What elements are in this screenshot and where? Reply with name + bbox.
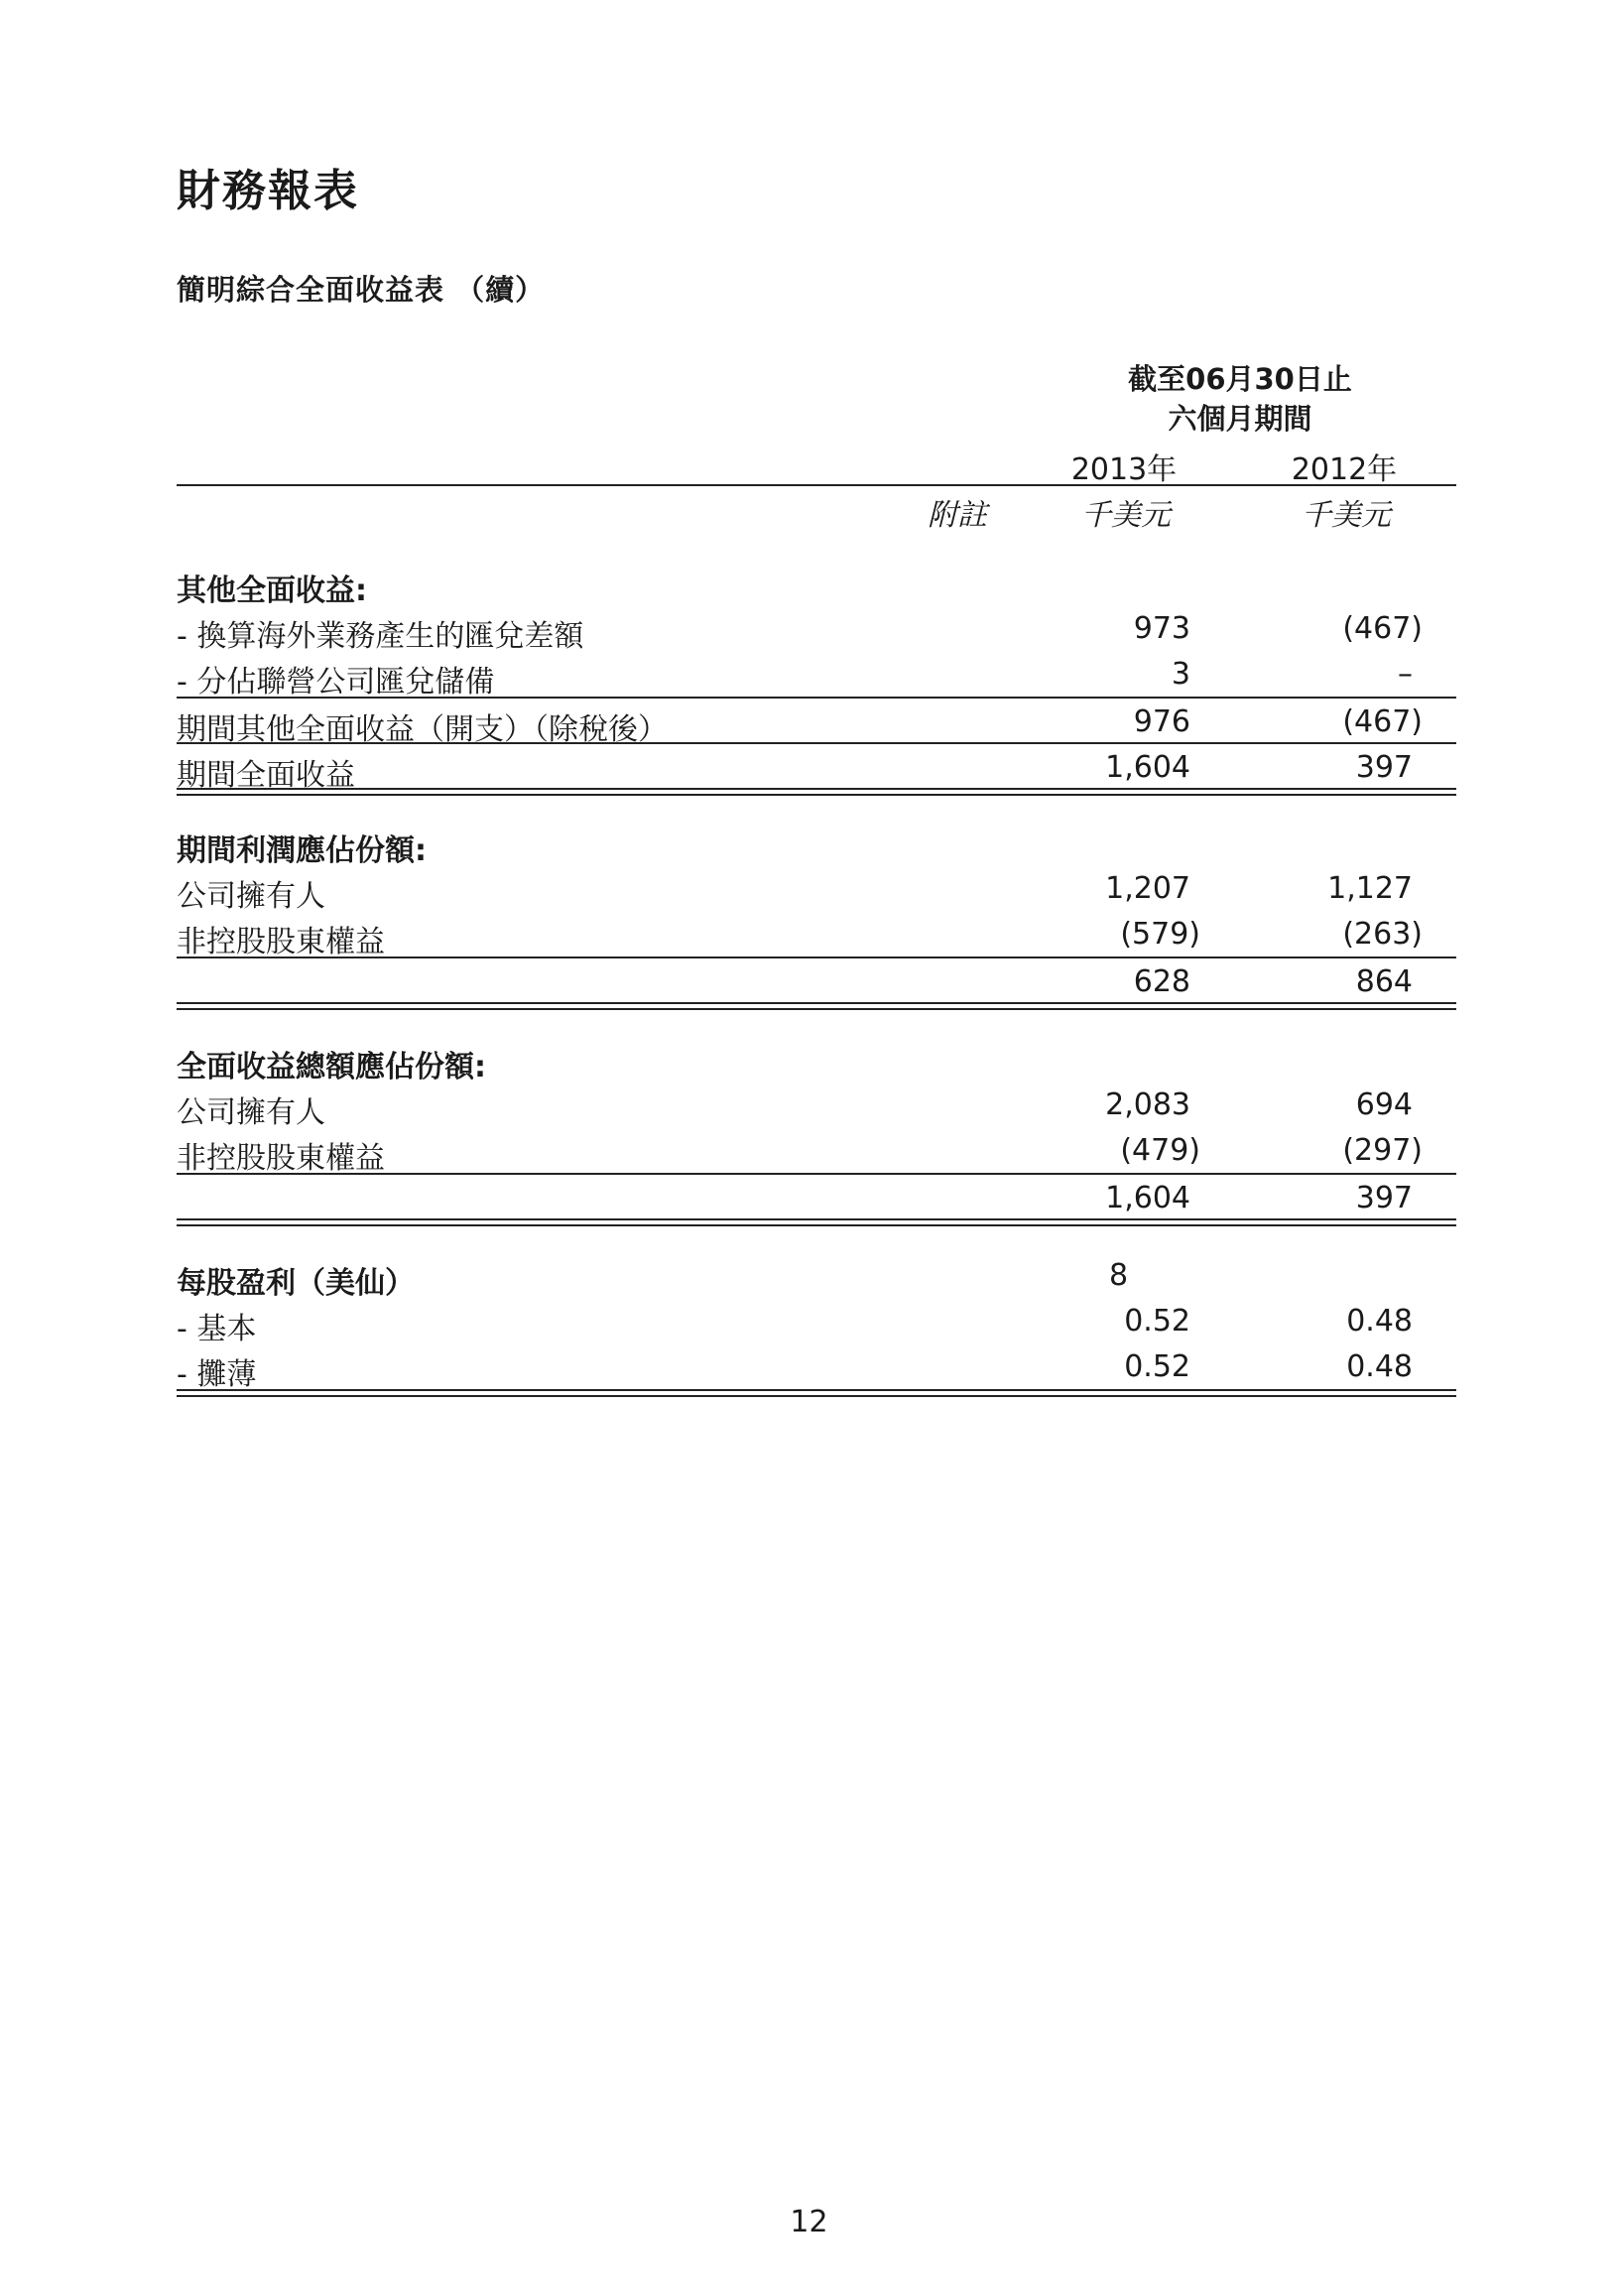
header-divider bbox=[177, 484, 1456, 486]
value-2012: (467) bbox=[1342, 704, 1423, 739]
value-2012: 0.48 bbox=[1346, 1349, 1413, 1384]
double-underline bbox=[177, 788, 1456, 796]
value-2012: 0.48 bbox=[1346, 1304, 1413, 1339]
table-row-total bbox=[177, 957, 1456, 1004]
table-row bbox=[177, 1298, 1456, 1346]
table-row bbox=[177, 1127, 1456, 1176]
value-2012: (467) bbox=[1342, 611, 1423, 646]
section-heading-oci bbox=[177, 560, 1456, 608]
statement-subtitle: 簡明綜合全面收益表 （續） bbox=[177, 273, 546, 307]
note-reference: 8 bbox=[1109, 1258, 1129, 1293]
value-2013: 1,604 bbox=[1105, 1181, 1190, 1215]
unit-label-2012: 千美元 bbox=[1302, 498, 1391, 533]
table-row-total bbox=[177, 742, 1456, 793]
section-heading-label: 全面收益總額應佔份額: bbox=[177, 1050, 486, 1084]
row-label: 公司擁有人 bbox=[177, 1095, 325, 1130]
table-row bbox=[177, 651, 1456, 700]
row-label: 非控股股東權益 bbox=[177, 1141, 385, 1176]
value-2013: 1,604 bbox=[1105, 750, 1190, 785]
value-2012: 1,127 bbox=[1327, 871, 1413, 906]
row-label: - 基本 bbox=[177, 1312, 257, 1346]
value-2013: 976 bbox=[1133, 704, 1190, 739]
table-row-subtotal bbox=[177, 697, 1456, 747]
value-2013: 3 bbox=[1171, 657, 1190, 692]
section-heading-eps bbox=[177, 1252, 1456, 1301]
value-2012: 694 bbox=[1355, 1087, 1413, 1122]
value-2013: 0.52 bbox=[1124, 1304, 1190, 1339]
value-2012: 397 bbox=[1355, 1181, 1413, 1215]
table-row-total bbox=[177, 1173, 1456, 1220]
section-heading-profit-attributable bbox=[177, 820, 1456, 868]
table-row bbox=[177, 865, 1456, 914]
value-2013: 628 bbox=[1133, 964, 1190, 999]
row-label: 期間其他全面收益（開支）（除稅後） bbox=[177, 712, 668, 747]
period-header-line1: 截至06月30日止 bbox=[1128, 362, 1352, 396]
page-number: 12 bbox=[790, 2205, 828, 2239]
value-2013: 973 bbox=[1133, 611, 1190, 646]
period-header-line2: 六個月期間 bbox=[1168, 402, 1312, 436]
note-column-label: 附註 bbox=[928, 498, 987, 533]
row-label: - 換算海外業務產生的匯兌差額 bbox=[177, 619, 584, 654]
row-label: 期間全面收益 bbox=[177, 758, 355, 793]
value-2013: (579) bbox=[1120, 917, 1200, 952]
value-2013: (479) bbox=[1120, 1133, 1200, 1168]
value-2012: 864 bbox=[1355, 964, 1413, 999]
value-2013: 1,207 bbox=[1105, 871, 1190, 906]
section-heading-label: 期間利潤應佔份額: bbox=[177, 833, 427, 868]
value-2012: (297) bbox=[1342, 1133, 1423, 1168]
table-row bbox=[177, 1082, 1456, 1130]
value-2012: – bbox=[1398, 657, 1413, 692]
row-label: - 攤薄 bbox=[177, 1357, 257, 1392]
table-row bbox=[177, 1343, 1456, 1392]
column-year-2013: 2013年 bbox=[1070, 452, 1178, 487]
value-2013: 0.52 bbox=[1124, 1349, 1190, 1384]
section-heading-label: 每股盈利（美仙） bbox=[177, 1266, 415, 1301]
column-year-2012: 2012年 bbox=[1291, 452, 1398, 487]
page-title: 財務報表 bbox=[177, 166, 359, 216]
row-label: - 分佔聯營公司匯兌儲備 bbox=[177, 665, 495, 700]
value-2013: 2,083 bbox=[1105, 1087, 1190, 1122]
value-2012: (263) bbox=[1342, 917, 1423, 952]
row-label: 非控股股東權益 bbox=[177, 925, 385, 959]
table-row bbox=[177, 605, 1456, 654]
unit-label-2013: 千美元 bbox=[1081, 498, 1171, 533]
section-heading-total-attributable bbox=[177, 1036, 1456, 1082]
double-underline bbox=[177, 1389, 1456, 1397]
table-row bbox=[177, 911, 1456, 957]
section-heading-label: 其他全面收益: bbox=[177, 574, 367, 608]
double-underline bbox=[177, 1218, 1456, 1226]
value-2012: 397 bbox=[1355, 750, 1413, 785]
row-label: 公司擁有人 bbox=[177, 879, 325, 914]
double-underline bbox=[177, 1002, 1456, 1010]
